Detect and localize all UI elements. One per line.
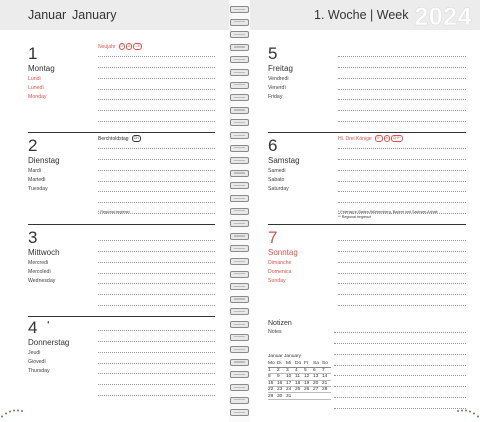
- spiral-coil: [230, 283, 249, 290]
- spiral-coil: [230, 132, 249, 139]
- weekday-header: Do: [295, 361, 304, 367]
- right-page: [250, 0, 480, 422]
- spiral-coil: [230, 220, 249, 227]
- calendar-day: 12: [304, 374, 313, 380]
- week-title: 1. Woche | Week: [314, 8, 409, 22]
- right-header: [250, 0, 480, 30]
- region-badge: CH: [135, 44, 141, 48]
- calendar-day: 4: [295, 367, 304, 373]
- day-name: Donnerstag: [28, 338, 70, 347]
- day-number: 6: [268, 136, 278, 155]
- calendar-day: 31: [286, 393, 295, 399]
- weekday-header: Sa: [313, 361, 322, 367]
- calendar-day: 14: [322, 374, 331, 380]
- calendar-day: 7: [322, 367, 331, 373]
- day-7: [268, 228, 480, 316]
- weekday-header: Fr: [304, 361, 313, 367]
- spiral-coil: [230, 182, 249, 189]
- spiral-coil: [230, 397, 249, 404]
- calendar-day: 13: [313, 374, 322, 380]
- region-badge: CH**: [392, 136, 401, 140]
- day-translation: Tuesday: [28, 186, 48, 192]
- mini-calendar-title: Januar January: [268, 354, 302, 359]
- calendar-day: 29: [268, 393, 277, 399]
- day-translation: Giovedì: [28, 359, 46, 365]
- day-translation: Martedì: [28, 177, 46, 183]
- day-5: [268, 44, 480, 132]
- notes-title: Notizen: [268, 320, 292, 327]
- day-number: 7: [268, 228, 278, 247]
- decorative-dots-left: [0, 406, 26, 422]
- calendar-day: 10: [286, 374, 295, 380]
- day-number: 5: [268, 44, 278, 63]
- region-badges: [119, 43, 144, 50]
- day-translation: Sabato: [268, 177, 285, 183]
- day-name: Dienstag: [28, 156, 60, 165]
- day-name: Samstag: [268, 156, 300, 165]
- day-translation: Wednesday: [28, 278, 56, 284]
- calendar-day: [322, 393, 331, 399]
- weekday-header: Di: [277, 361, 286, 367]
- weekday-header: Mi: [286, 361, 295, 367]
- day-translation: Friday: [268, 94, 283, 100]
- spiral-coil: [230, 384, 249, 391]
- calendar-day: 11: [295, 374, 304, 380]
- writing-lines: [338, 46, 466, 122]
- day-4: [28, 318, 229, 406]
- month-title-de: Januar: [28, 8, 67, 22]
- spiral-coil: [230, 107, 249, 114]
- calendar-day: 18: [295, 380, 304, 386]
- calendar-day: 20: [313, 380, 322, 386]
- day-translation: Mardi: [28, 168, 41, 174]
- calendar-day: [304, 393, 313, 399]
- spiral-coil: [230, 359, 249, 366]
- spiral-coil: [230, 69, 249, 76]
- spiral-coil: [230, 245, 249, 252]
- calendar-day: 1: [268, 367, 277, 373]
- spiral-coil: [230, 82, 249, 89]
- spiral-coil: [230, 31, 249, 38]
- day-translation: Monday: [28, 94, 47, 100]
- region-badges: [132, 135, 142, 142]
- footnote: * Regional begrenzt: [98, 210, 130, 214]
- calendar-day: [295, 393, 304, 399]
- calendar-day: [313, 393, 322, 399]
- footnote: * Feiertag in Baden-Württemberg, Bayern und Sachsen-Anhalt: [338, 210, 438, 214]
- mini-calendar-table: [268, 361, 331, 400]
- left-header: [0, 0, 229, 30]
- day-6: [268, 136, 480, 224]
- day-translation: Domenica: [268, 269, 292, 275]
- calendar-day: 16: [277, 380, 286, 386]
- notes-subtitle: Notes: [268, 329, 282, 335]
- day-1: [28, 44, 229, 132]
- spiral-coil: [230, 170, 249, 177]
- weekday-header: So: [322, 361, 331, 367]
- footnote: ** Regional begrenzt: [338, 215, 371, 219]
- spiral-coil: [230, 157, 249, 164]
- day-2: [28, 136, 229, 224]
- day-separator: [28, 224, 215, 225]
- day-translation: Samedi: [268, 168, 286, 174]
- spiral-binding: [229, 0, 250, 422]
- writing-lines: [98, 135, 215, 214]
- calendar-day: 2: [277, 367, 286, 373]
- day-translation: Sunday: [268, 278, 286, 284]
- calendar-day: 23: [277, 387, 286, 393]
- notes-section: [268, 320, 292, 335]
- day-translation: Mercredi: [28, 260, 49, 266]
- day-translation: Saturday: [268, 186, 289, 192]
- year-label: 2024: [414, 3, 472, 31]
- notes-lines: [334, 322, 466, 409]
- spiral-coil: [230, 6, 249, 13]
- spiral-coil: [230, 233, 249, 240]
- holiday-label: [338, 135, 404, 142]
- spiral-coil: [230, 308, 249, 315]
- holiday-name: Hl. Drei Könige: [338, 135, 372, 142]
- writing-lines: [98, 320, 215, 396]
- day-translation: Lundi: [28, 76, 41, 82]
- decorative-dots-right: [454, 406, 480, 422]
- calendar-day: 26: [304, 387, 313, 393]
- spiral-coil: [230, 145, 249, 152]
- spiral-coil: [230, 346, 249, 353]
- writing-lines: [338, 135, 466, 214]
- spiral-coil: [230, 371, 249, 378]
- spiral-coil: [230, 94, 249, 101]
- left-page: [0, 0, 229, 422]
- day-separator: [28, 316, 215, 317]
- calendar-day: 22: [268, 387, 277, 393]
- day-name: Montag: [28, 64, 55, 73]
- spiral-coil: [230, 409, 249, 416]
- day-name: Mittwoch: [28, 248, 60, 257]
- spiral-coil: [230, 321, 249, 328]
- calendar-day: 9: [277, 374, 286, 380]
- day-translation: Lunedì: [28, 85, 44, 91]
- calendar-day: 8: [268, 374, 277, 380]
- spiral-coil: [230, 208, 249, 215]
- spiral-coil: [230, 44, 249, 51]
- writing-lines: [98, 43, 215, 122]
- calendar-day: 24: [286, 387, 295, 393]
- calendar-day: 6: [313, 367, 322, 373]
- mini-calendar: [268, 354, 331, 400]
- calendar-day: 27: [313, 387, 322, 393]
- spiral-coil: [230, 119, 249, 126]
- calendar-day: 19: [304, 380, 313, 386]
- spiral-coil: [230, 195, 249, 202]
- spiral-coil: [230, 271, 249, 278]
- day-name: Freitag: [268, 64, 293, 73]
- calendar-day: 21: [322, 380, 331, 386]
- day-number: 2: [28, 136, 38, 155]
- spiral-coil: [230, 334, 249, 341]
- calendar-day: 28: [322, 387, 331, 393]
- weekday-header: Mo: [268, 361, 277, 367]
- day-translation: Mercoledì: [28, 269, 51, 275]
- holiday-name: Neujahr: [98, 43, 116, 50]
- spiral-coil: [230, 56, 249, 63]
- day-separator: [28, 132, 215, 133]
- day-translation: Vendredi: [268, 76, 289, 82]
- day-translation: Jeudi: [28, 350, 41, 356]
- day-name: Sonntag: [268, 248, 298, 257]
- holiday-label: [98, 135, 142, 142]
- region-badge: CH: [133, 136, 139, 140]
- moon-phase-icon: ◐: [47, 320, 51, 326]
- calendar-day: 3: [286, 367, 295, 373]
- holiday-label: [98, 43, 143, 50]
- region-badge: D: [120, 44, 124, 48]
- writing-lines: [98, 230, 215, 306]
- day-number: 3: [28, 228, 38, 247]
- region-badges: [375, 135, 404, 142]
- spiral-coil: [230, 296, 249, 303]
- day-separator: [268, 224, 466, 225]
- writing-lines: [338, 230, 466, 306]
- spiral-coil: [230, 258, 249, 265]
- calendar-day: 17: [286, 380, 295, 386]
- calendar-day: 25: [295, 387, 304, 393]
- region-badge: D*: [376, 136, 381, 140]
- month-title-en: January: [72, 8, 117, 22]
- day-translation: Venerdì: [268, 85, 286, 91]
- calendar-day: 15: [268, 380, 277, 386]
- day-translation: Thursday: [28, 368, 50, 374]
- calendar-day: 30: [277, 393, 286, 399]
- holiday-name: Berchtoldstag: [98, 135, 129, 142]
- region-badge: A: [385, 136, 388, 140]
- day-number: 4: [28, 318, 38, 337]
- day-number: 1: [28, 44, 38, 63]
- region-badge: A: [128, 44, 131, 48]
- day-3: [28, 228, 229, 316]
- day-translation: Dimanche: [268, 260, 292, 266]
- calendar-day: 5: [304, 367, 313, 373]
- spiral-coil: [230, 19, 249, 26]
- day-separator: [268, 132, 466, 133]
